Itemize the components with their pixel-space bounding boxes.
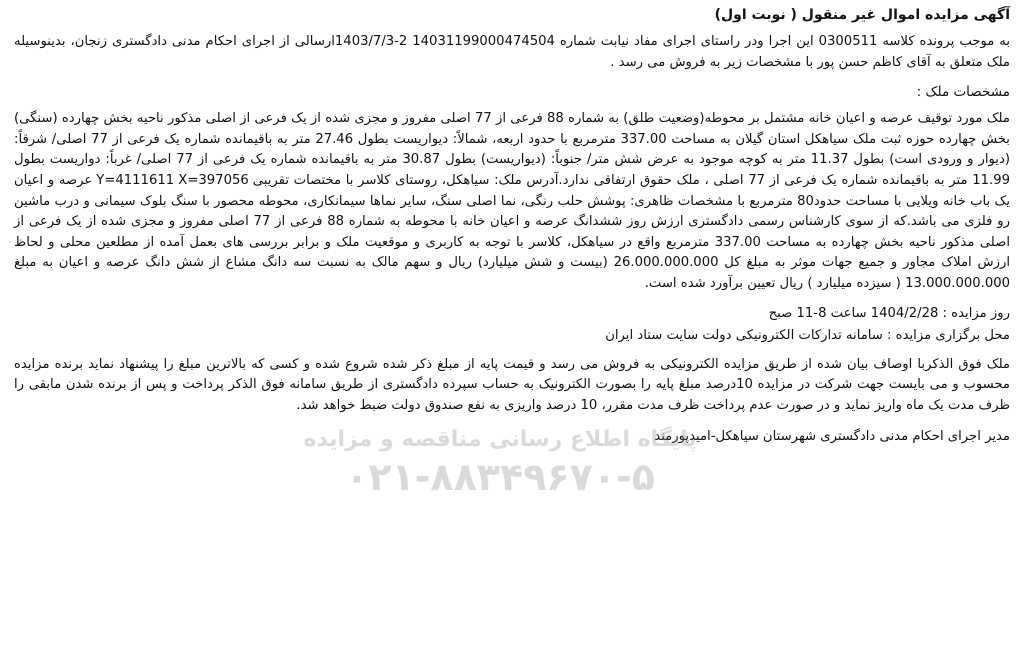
watermark-title: پایگاه اطلاع رسانی مناقصه و مزایده [303, 427, 697, 452]
auction-terms: ملک فوق الذکربا اوصاف بیان شده از طریق مزایده الکترونیکی به فروش می رسد و قیمت پایه از مبلغ ذکر شده شروع شده و کسی که بالاترین مبلغ را پیشنهاد نماید برنده مزایده محسوب و می بایست جهت شرکت در مزایده 10درصد مبلغ پایه را بصورت الکترونیک به حساب سپرده دادگستری از طریق سامانه فوق الذکر پرداخت و پس از برنده شدن مابقی را ظرف مدت یک ماه واریز نماید و در صورت عدم پرداخت ظرف مدت مقرر، 10 درصد واریزی به نفع صندوق دولت ضبط خواهد شد. [14, 356, 1010, 413]
auction-date: روز مزایده : 1404/2/28 ساعت 8-11 صبح [768, 305, 1010, 321]
property-description-part1: ملک مورد توقیف عرصه و اعیان خانه مشتمل بر محوطه(وضعیت طلق) به شماره 88 فرعی از 77 اصلی مفروز و مجزی شده از یک فرعی از اصلی مذکور ناحیه بخش چهارده (سنگی) بخش چهارده حوزه ثبت ملک سیاهکل استان گیلان به مساحت 337.00 مترمربع با حدود اربعه، شمالاً: دیواریست بطول 27.46 متر به باقیمانده شماره یک فرعی از 77 اصلی/ شرقاً: (دیوار و ورودی است) بطول 11.37 متر به کوچه موجود به عرض شش متر/ جنوباً: (دیواریست) بطول 30.87 متر به باقیمانده شماره یک فرعی از 77 اصلی/ غرباً: دواریست بطول 11.99 متر به باقیمانده شماره یک فرعی از 77 اصلی ، ملک حقوق ارتفاقی ندارد.آدرس ملک: سیاهکل، روستای کلاسر با مختصات تقریبی [14, 111, 1010, 188]
watermark-phone: ۰۲۱-۸۸۳۴۹۶۷۰-۵ [345, 455, 655, 499]
signature-line: مدیر اجرای احکام مدنی دادگستری شهرستان سیاهکل-امیدپورمند [654, 429, 1010, 445]
property-description [14, 109, 1010, 294]
property-coordinates: Y=4111611 X=397056 [96, 172, 249, 188]
property-description-part2: عرصه و اعیان یک باب خانه ویلایی با مساحت حدود80 مترمربع با مشخصات ظاهری: پوشش حلب رنگی، نما اصلی سنگ، سایر نماها سیمانکاری، محوطه محصور با سنگ بلوک سیمانی و درب ماشین رو فلزی می باشد.که از سوی کارشناس رسمی دادگستری ارزش روز ششدانگ عرصه و اعیان خانه با محوطه به شماره 88 فرعی از 77 اصلی مفروز و مجزی شده از یک فرعی از اصلی مذکور ناحیه بخش چهارده به مساحت 337.00 مترمربع واقع در سیاهکل، کلاسر با توجه به کاربری و موقعیت ملک و برابر بررسی های بعمل آمده از مطلعین محلی و لحاظ ارزش املاک مجاور و جمیع جهات موثر به مبلغ کل 26.000.000.000 (بیست و شش میلیارد) ریال و سهم مالک به نسبت سه دانگ مشاع از شش دانگ عرصه و اعیان به مبلغ 13.000.000.000 ( سیزده میلیارد ) ریال تعیین برآورد شده است. [14, 172, 1010, 291]
intro-paragraph: به موجب پرونده کلاسه 0300511 این اجرا ودر راستای اجرای مفاد نیابت شماره 14031199000474504 2-1403/7/3ارسالی از اجرای احکام مدنی دادگستری زنجان، بدینوسیله ملک متعلق به آقای کاظم حسن پور با مشخصات زیر به فروش می رسد . [14, 34, 1011, 70]
property-heading: مشخصات ملک : [916, 84, 1010, 101]
notice-title: آگهی مزایده اموال غیر منقول ( نوبت اول) [714, 7, 1010, 23]
auction-venue: محل برگزاری مزایده : سامانه تدارکات الکترونیکی دولت سایت ستاد ایران [605, 327, 1010, 343]
